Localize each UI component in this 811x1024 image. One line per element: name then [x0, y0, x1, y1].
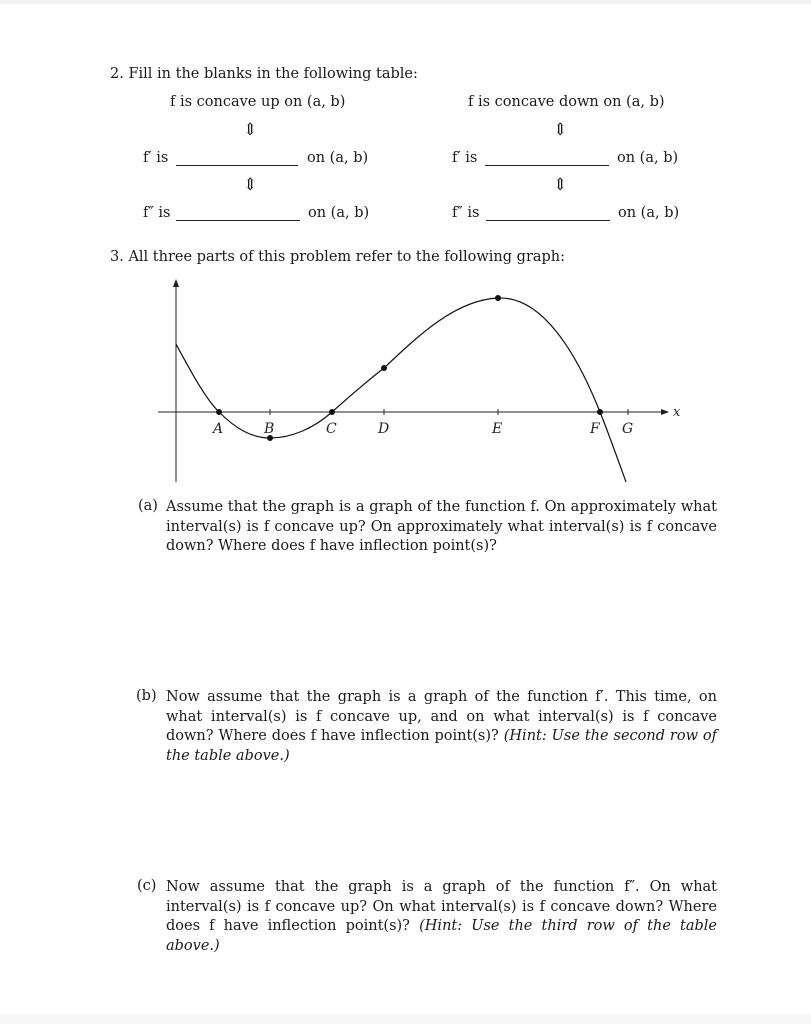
- part-b-text: Now assume that the graph is a graph of the function f′. This time, on what interval(s) is f concave up, and on what interval(s) is f concave down? Where does f have inflection point(s)? (Hint: Use the second row of the table above.): [166, 689, 718, 764]
- function-graph: [0, 0, 811, 500]
- point-a: [216, 409, 222, 415]
- x-axis-label: x: [673, 405, 681, 420]
- table-left-title: f is concave up on (a, b): [170, 94, 346, 110]
- table-right-title: f is concave down on (a, b): [468, 94, 665, 110]
- part-c-hint: (Hint: Use the third row of the table above.): [166, 918, 718, 954]
- left-row2-prefix: f′ is: [143, 150, 169, 166]
- equivalence-arrow-icon: ⇕: [243, 175, 258, 195]
- problem-3-header: 3. All three parts of this problem refer to the following graph:: [110, 249, 566, 265]
- equivalence-arrow-icon: ⇕: [553, 120, 568, 140]
- page-bottom-shade: [0, 1014, 811, 1024]
- label-e: E: [492, 421, 503, 437]
- part-a-label: (a): [138, 498, 158, 514]
- part-a-text: Assume that the graph is a graph of the function f. On approximately what interval(s) is f concave up? On approximately what interval(s) is f concave down? Where does f have inflection point(s)?: [166, 499, 717, 554]
- label-a: A: [213, 421, 224, 437]
- point-c: [329, 409, 335, 415]
- label-d: D: [378, 421, 390, 437]
- right-row3-prefix: f″ is: [452, 205, 480, 221]
- point-e: [495, 295, 501, 301]
- point-f: [597, 409, 603, 415]
- equivalence-arrow-icon: ⇕: [243, 120, 258, 140]
- left-row3-suffix: on (a, b): [308, 205, 370, 221]
- right-row2-prefix: f′ is: [452, 150, 478, 166]
- label-g: G: [622, 421, 634, 437]
- right-row3-suffix: on (a, b): [618, 205, 680, 221]
- part-c-label: (c): [137, 878, 157, 894]
- left-row3-prefix: f″ is: [143, 205, 171, 221]
- equivalence-arrow-icon: ⇕: [553, 175, 568, 195]
- part-c-text: Now assume that the graph is a graph of the function f″. On what interval(s) is f concave up? On what interval(s) is f concave down? Where does f have inflection point(s)? (Hint: Use the third row of the table above.): [166, 879, 718, 954]
- part-b-hint: (Hint: Use the second row of the table above.): [166, 728, 718, 764]
- function-curve: [176, 298, 626, 482]
- label-c: C: [326, 421, 337, 437]
- part-b-label: (b): [136, 688, 157, 704]
- problem-2-header: 2. Fill in the blanks in the following table:: [110, 66, 418, 82]
- left-row2-suffix: on (a, b): [307, 150, 369, 166]
- label-f: F: [590, 421, 600, 437]
- right-row2-suffix: on (a, b): [617, 150, 679, 166]
- label-b: B: [264, 421, 275, 437]
- point-d: [381, 365, 387, 371]
